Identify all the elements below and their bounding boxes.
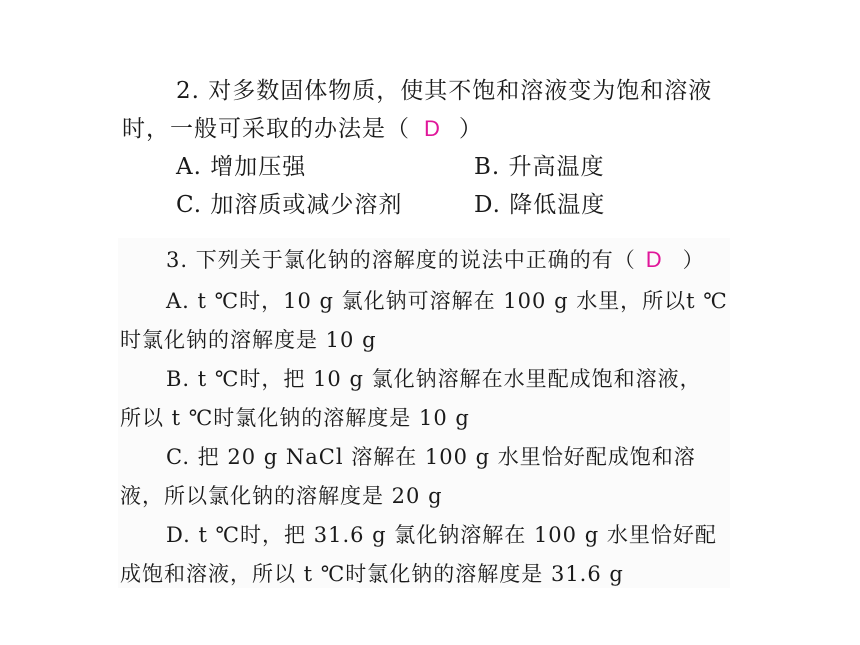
q2-stem-line1: 2. 对多数固体物质，使其不饱和溶液变为饱和溶液 xyxy=(176,78,713,104)
q3-answer: D xyxy=(645,247,663,272)
q2-option-a: A. 增加压强 xyxy=(176,154,307,180)
q3-stem-suffix: ） xyxy=(682,248,705,272)
q3-line-4: 所以 t ℃时氯化钠的溶解度是 10 g xyxy=(120,406,470,430)
q2-option-d: D. 降低温度 xyxy=(474,192,606,218)
q2-stem-line2 xyxy=(122,110,483,143)
q3-line-2: 时氯化钠的溶解度是 10 g xyxy=(120,328,377,352)
q2-option-b: B. 升高温度 xyxy=(474,154,605,180)
q3-line-5: C. 把 20 g NaCl 溶解在 100 g 水里恰好配成饱和溶 xyxy=(166,445,696,469)
q3-line-7: D. t ℃时，把 31.6 g 氯化钠溶解在 100 g 水里恰好配 xyxy=(166,523,717,547)
q3-stem xyxy=(166,244,705,274)
q3-line-6: 液，所以氯化钠的溶解度是 20 g xyxy=(120,484,443,508)
q3-line-1: A. t ℃时，10 g 氯化钠可溶解在 100 g 水里，所以t ℃ xyxy=(166,289,728,313)
q3-line-3: B. t ℃时，把 10 g 氯化钠溶解在水里配成饱和溶液， xyxy=(166,367,702,391)
q3-line-8: 成饱和溶液，所以 t ℃时氯化钠的溶解度是 31.6 g xyxy=(120,562,624,586)
q2-stem-suffix: ） xyxy=(458,116,483,142)
q3-stem-prefix: 3. 下列关于氯化钠的溶解度的说法中正确的有（ xyxy=(166,248,636,272)
q2-answer: D xyxy=(424,116,441,141)
q2-stem-prefix: 时，一般可采取的办法是（ xyxy=(122,116,410,142)
q2-option-c: C. 加溶质或减少溶剂 xyxy=(176,192,403,218)
